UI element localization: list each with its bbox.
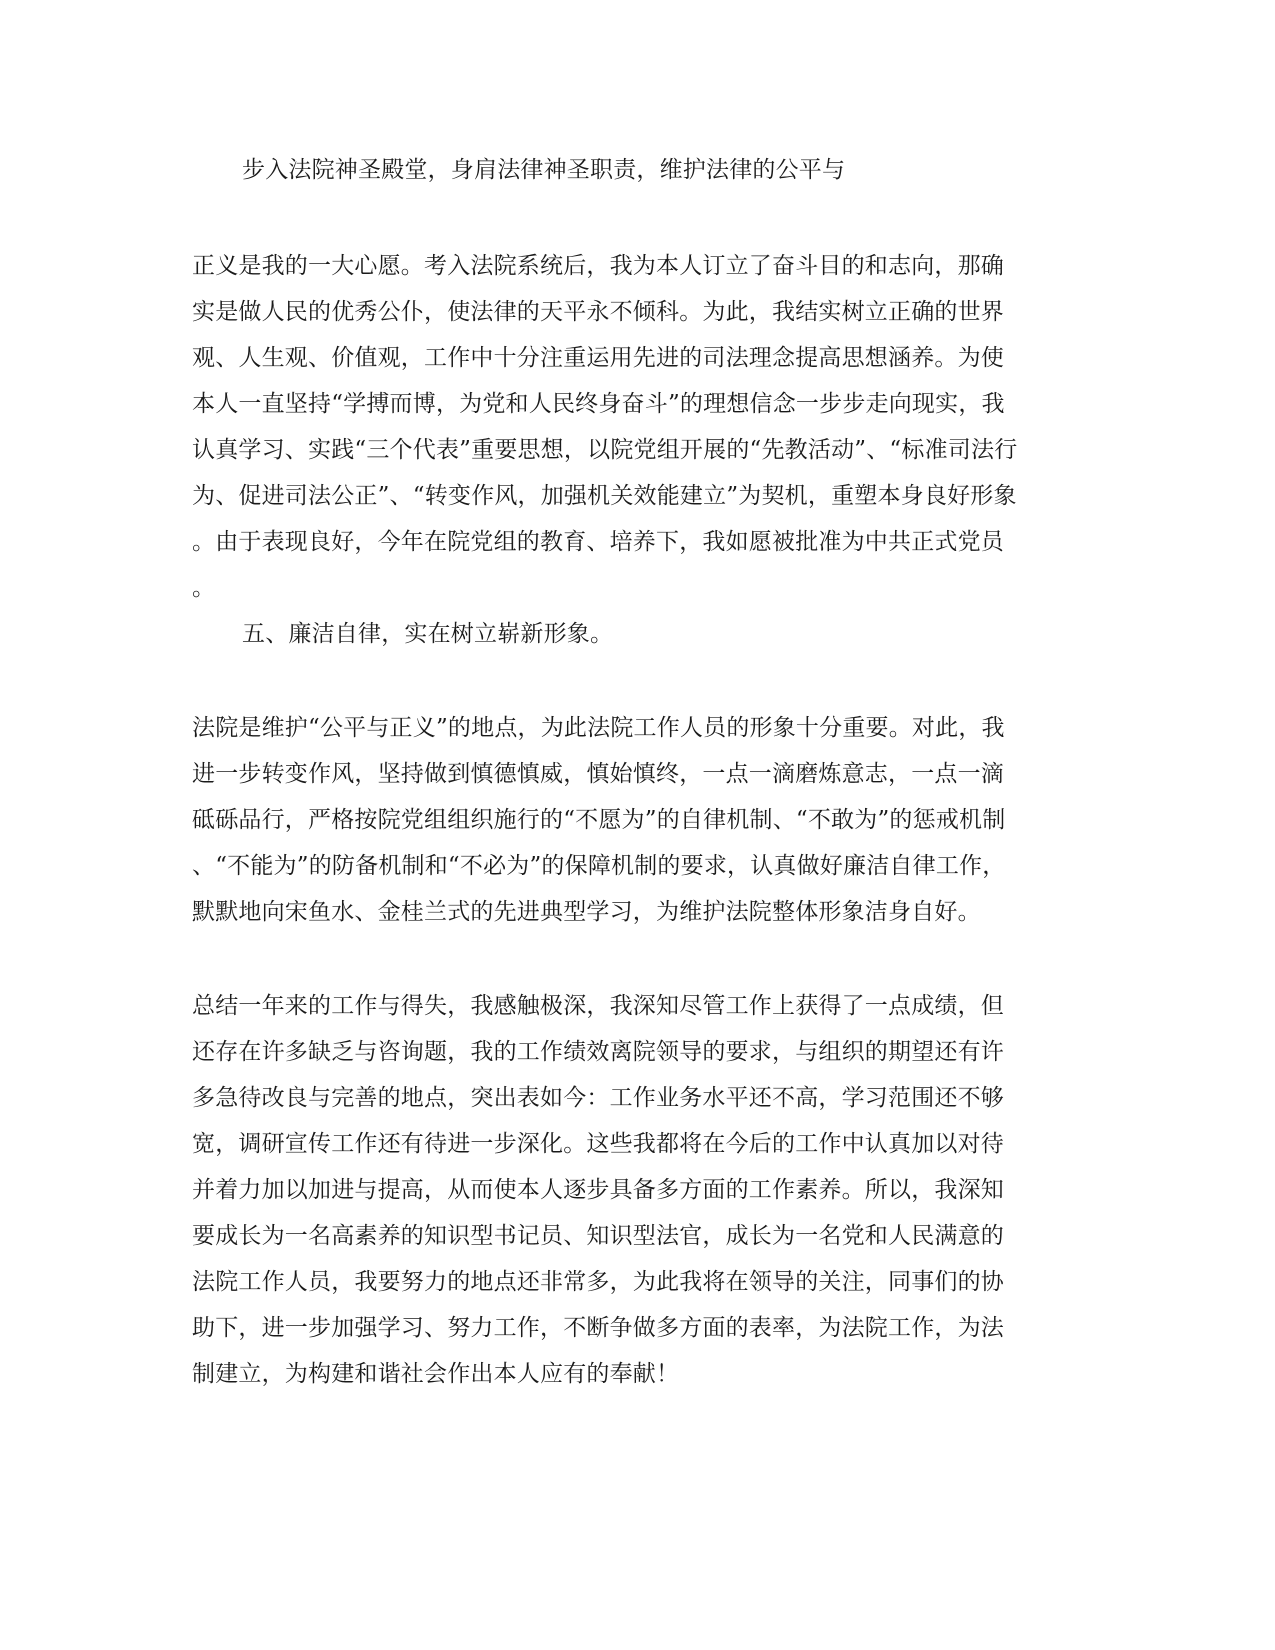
paragraph-4-line-3: 砥砾品行，严格按院党组组织施行的“不愿为”的自律机制、“不敢为”的惩戒机制: [192, 807, 1006, 833]
paragraph-5-line-1: 总结一年来的工作与得失，我感触极深，我深知尽管工作上获得了一点成绩，但: [192, 993, 1004, 1019]
paragraph-5-line-7: 法院工作人员，我要努力的地点还非常多，为此我将在领导的关注，同事们的协: [192, 1269, 1004, 1295]
paragraph-5-line-9: 制建立，为构建和谐社会作出本人应有的奉献！: [192, 1361, 680, 1387]
paragraph-5-line-2: 还存在许多缺乏与咨询题，我的工作绩效离院领导的要求，与组织的期望还有许: [192, 1039, 1004, 1065]
paragraph-2-line-7: 。由于表现良好，今年在院党组的教育、培养下，我如愿被批准为中共正式党员: [192, 529, 1004, 555]
paragraph-5-line-4: 宽，调研宣传工作还有待进一步深化。这些我都将在今后的工作中认真加以对待: [192, 1131, 1004, 1157]
paragraph-4-line-5: 默默地向宋鱼水、金桂兰式的先进典型学习，为维护法院整体形象洁身自好。: [192, 899, 981, 925]
paragraph-5-line-6: 要成长为一名高素养的知识型书记员、知识型法官，成长为一名党和人民满意的: [192, 1223, 1004, 1249]
section-heading: 五、廉洁自律，实在树立崭新形象。: [242, 621, 614, 647]
paragraph-2-line-8: 。: [192, 575, 216, 601]
paragraph-5-line-3: 多急待改良与完善的地点，突出表如今：工作业务水平还不高，学习范围还不够: [192, 1085, 1004, 1111]
paragraph-2-line-4: 本人一直坚持“学搏而博，为党和人民终身奋斗”的理想信念一步步走向现实，我: [192, 391, 1005, 417]
paragraph-2-line-1: 正义是我的一大心愿。考入法院系统后，我为本人订立了奋斗目的和志向，那确: [192, 253, 1004, 279]
paragraph-4-line-1: 法院是维护“公平与正义”的地点，为此法院工作人员的形象十分重要。对此，我: [192, 715, 1005, 741]
paragraph-1-line-1: 步入法院神圣殿堂，身肩法律神圣职责，维护法律的公平与: [242, 157, 846, 183]
paragraph-2-line-6: 为、促进司法公正”、“转变作风，加强机关效能建立”为契机，重塑本身良好形象: [192, 483, 1017, 509]
paragraph-2-line-2: 实是做人民的优秀公仆，使法律的天平永不倾科。为此，我结实树立正确的世界: [192, 299, 1004, 325]
paragraph-5-line-8: 助下，进一步加强学习、努力工作，不断争做多方面的表率，为法院工作，为法: [192, 1315, 1004, 1341]
paragraph-2-line-3: 观、人生观、价值观，工作中十分注重运用先进的司法理念提高思想涵养。为使: [192, 345, 1004, 371]
paragraph-5-line-5: 并着力加以加进与提高，从而使本人逐步具备多方面的工作素养。所以，我深知: [192, 1177, 1004, 1203]
paragraph-4-line-4: 、“不能为”的防备机制和“不必为”的保障机制的要求，认真做好廉洁自律工作，: [192, 853, 1006, 879]
paragraph-2-line-5: 认真学习、实践“三个代表”重要思想，以院党组开展的“先教活动”、“标准司法行: [192, 437, 1018, 463]
paragraph-4-line-2: 进一步转变作风，坚持做到慎德慎威，慎始慎终，一点一滴磨炼意志，一点一滴: [192, 761, 1004, 787]
